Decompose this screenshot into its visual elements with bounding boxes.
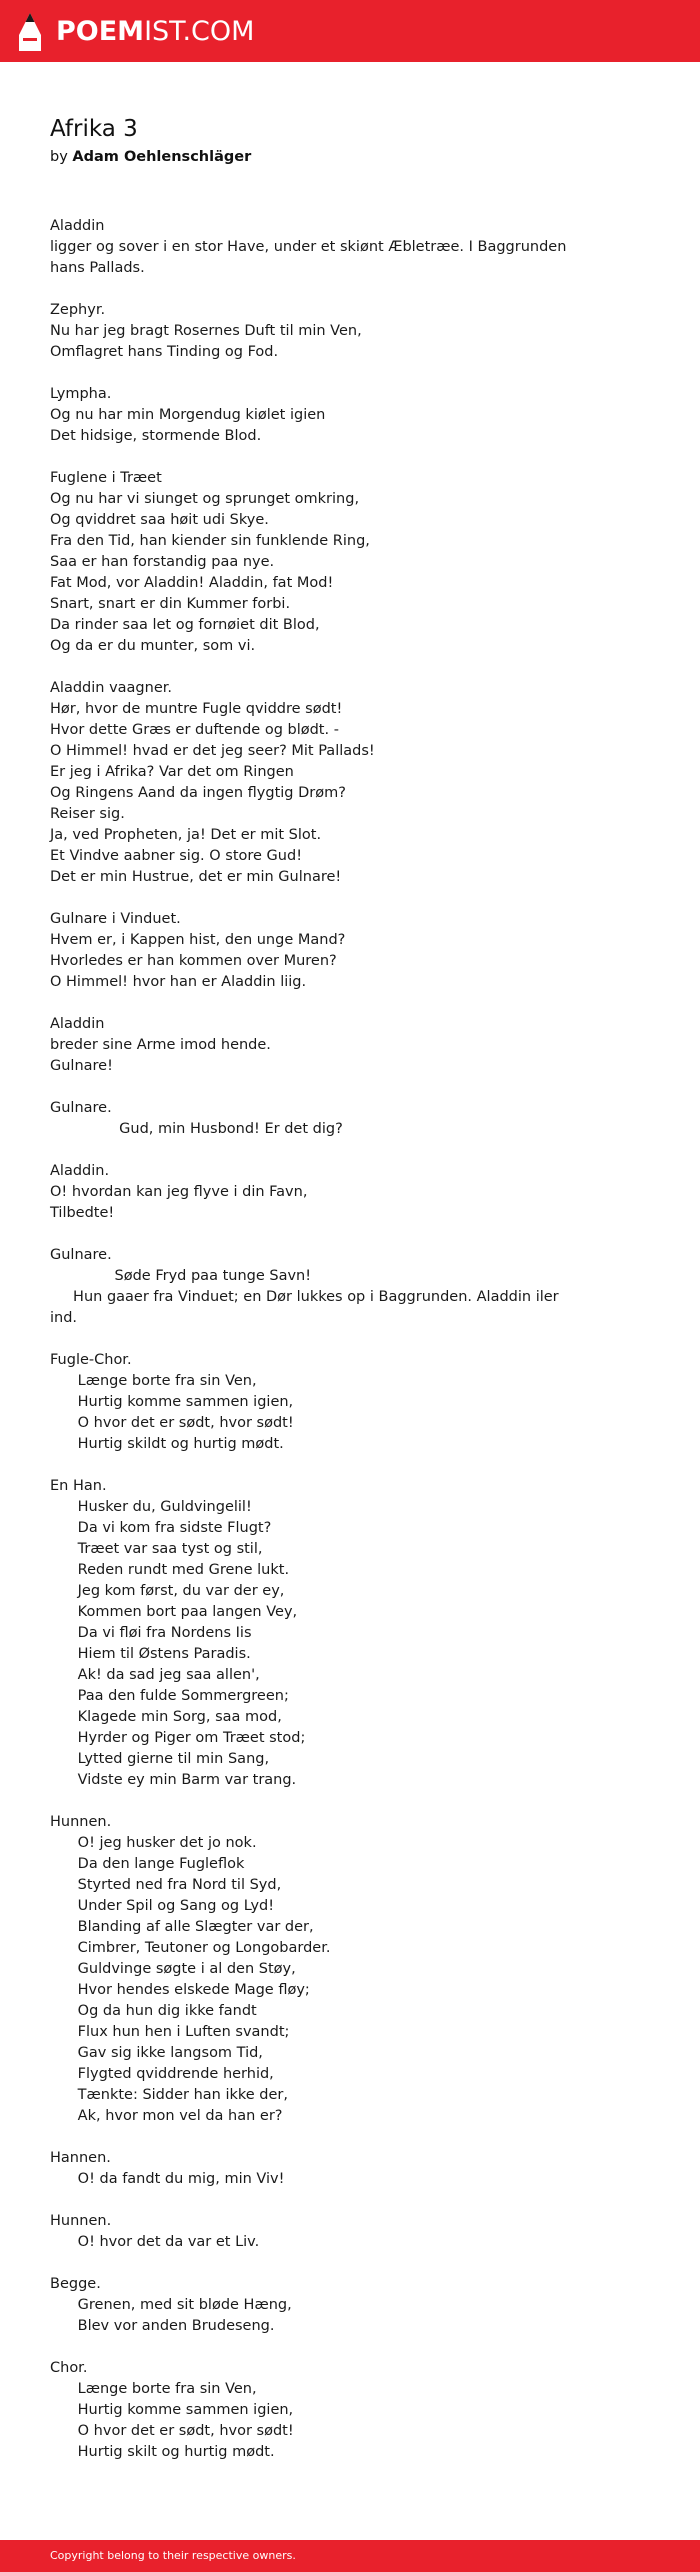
- poem-line: O hvor det er sødt, hvor sødt!: [50, 2423, 294, 2439]
- poem-line: Hun gaaer fra Vinduet; en Dør lukkes op i Baggrunden. Aladdin iler: [50, 1289, 559, 1305]
- byline-prefix: by: [50, 149, 68, 165]
- poem-line: Gulnare i Vinduet.: [50, 911, 181, 927]
- poem-stanza: [50, 1014, 650, 1077]
- poem-line: Reiser sig.: [50, 806, 125, 822]
- poem-byline: [50, 147, 650, 167]
- poem-line: Hunnen.: [50, 1814, 112, 1830]
- poem-stanza: [50, 1350, 650, 1455]
- poem-line: O hvor det er sødt, hvor sødt!: [50, 1415, 294, 1431]
- poem-stanza: [50, 1245, 650, 1329]
- poem-line: Længe borte fra sin Ven,: [50, 2381, 257, 2397]
- poem-stanza: [50, 1476, 650, 1791]
- poem-line: Hvor hendes elskede Mage fløy;: [50, 1982, 310, 1998]
- poem-line: Flux hun hen i Luften svandt;: [50, 2024, 290, 2040]
- poem-line: ligger og sover i en stor Have, under et skiønt Æbletræe. I Baggrunden: [50, 239, 567, 255]
- poem-line: Tilbedte!: [50, 1205, 115, 1221]
- poem-line: Hurtig skildt og hurtig mødt.: [50, 1436, 284, 1452]
- poem-line: Træet var saa tyst og stil,: [50, 1541, 263, 1557]
- poem-line: Grenen, med sit bløde Hæng,: [50, 2297, 292, 2313]
- site-header: [0, 0, 700, 62]
- poem-line: Hiem til Østens Paradis.: [50, 1646, 251, 1662]
- poem-line: Fugle-Chor.: [50, 1352, 132, 1368]
- poem-line: Styrted ned fra Nord til Syd,: [50, 1877, 282, 1893]
- poem-line: Aladdin: [50, 218, 105, 234]
- poem-line: Omflagret hans Tinding og Fod.: [50, 344, 279, 360]
- copyright-notice: Copyright belong to their respective owners.: [50, 2549, 296, 2562]
- poem-line: Og da hun dig ikke fandt: [50, 2003, 257, 2019]
- poem-line: Og Ringens Aand da ingen flygtig Drøm?: [50, 785, 346, 801]
- poem-line: Ja, ved Propheten, ja! Det er mit Slot.: [50, 827, 322, 843]
- poem-line: Under Spil og Sang og Lyd!: [50, 1898, 275, 1914]
- poem-line: hans Pallads.: [50, 260, 145, 276]
- pencil-icon: [18, 12, 42, 52]
- poem-line: Hvorledes er han kommen over Muren?: [50, 953, 337, 969]
- poem-line: Og nu har vi siunget og sprunget omkring,: [50, 491, 360, 507]
- poem-line: Gulnare!: [50, 1058, 113, 1074]
- poem-line: Guldvinge søgte i al den Støy,: [50, 1961, 296, 1977]
- poem-line: Hannen.: [50, 2150, 111, 2166]
- poem-line: Paa den fulde Sommergreen;: [50, 1688, 289, 1704]
- poem-line: Hurtig skilt og hurtig mødt.: [50, 2444, 275, 2460]
- poem-stanza: [50, 909, 650, 993]
- poem-line: Gav sig ikke langsom Tid,: [50, 2045, 263, 2061]
- poem-stanza: [50, 384, 650, 447]
- poem-stanza: [50, 216, 650, 279]
- poem-line: ind.: [50, 1310, 78, 1326]
- poem-line: Det hidsige, stormende Blod.: [50, 428, 262, 444]
- poem-line: Begge.: [50, 2276, 101, 2292]
- poem-line: O Himmel! hvad er det jeg seer? Mit Pallads!: [50, 743, 375, 759]
- poem-line: Fra den Tid, han kiender sin funklende Ring,: [50, 533, 370, 549]
- poem-stanza: [50, 468, 650, 657]
- poem-line: Chor.: [50, 2360, 88, 2376]
- poem-line: Blanding af alle Slægter var der,: [50, 1919, 314, 1935]
- poem-line: En Han.: [50, 1478, 107, 1494]
- poem-line: Hurtig komme sammen igien,: [50, 2402, 294, 2418]
- poem-line: Cimbrer, Teutoner og Longobarder.: [50, 1940, 331, 1956]
- poem-line: breder sine Arme imod hende.: [50, 1037, 271, 1053]
- poem-line: Gud, min Husbond! Er det dig?: [50, 1121, 343, 1137]
- poem-line: Lympha.: [50, 386, 112, 402]
- poem-line: Tænkte: Sidder han ikke der,: [50, 2087, 288, 2103]
- poem-line: Da vi fløi fra Nordens Iis: [50, 1625, 252, 1641]
- poem-line: Fuglene i Træet: [50, 470, 162, 486]
- poem-line: Ak, hvor mon vel da han er?: [50, 2108, 283, 2124]
- poem-line: O! jeg husker det jo nok.: [50, 1835, 257, 1851]
- poem-line: Nu har jeg bragt Rosernes Duft til min Ven,: [50, 323, 362, 339]
- poem-line: Snart, snart er din Kummer forbi.: [50, 596, 291, 612]
- poem-line: Hvem er, i Kappen hist, den unge Mand?: [50, 932, 346, 948]
- poem-line: Da vi kom fra sidste Flugt?: [50, 1520, 272, 1536]
- site-footer: [0, 2540, 700, 2572]
- poem-stanza: [50, 2274, 650, 2337]
- poem-line: Hurtig komme sammen igien,: [50, 1394, 294, 1410]
- poem-line: Da den lange Fugleflok: [50, 1856, 245, 1872]
- poem-line: Husker du, Guldvingelil!: [50, 1499, 252, 1515]
- poem-stanza: [50, 1161, 650, 1224]
- poem-line: Saa er han forstandig paa nye.: [50, 554, 275, 570]
- poem-stanza: [50, 678, 650, 888]
- poem-line: Zephyr.: [50, 302, 106, 318]
- logo-text-light: IST.COM: [144, 16, 255, 47]
- poem-author[interactable]: Adam Oehlenschläger: [72, 149, 252, 165]
- poem-line: Klagede min Sorg, saa mod,: [50, 1709, 282, 1725]
- poem-line: Et Vindve aabner sig. O store Gud!: [50, 848, 303, 864]
- poem-line: O! hvordan kan jeg flyve i din Favn,: [50, 1184, 308, 1200]
- poem-line: Hvor dette Græs er duftende og blødt. -: [50, 722, 339, 738]
- poem-line: Da rinder saa let og fornøiet dit Blod,: [50, 617, 320, 633]
- site-logo[interactable]: [18, 12, 254, 52]
- poem-line: O! da fandt du mig, min Viv!: [50, 2171, 285, 2187]
- poem-body: [50, 216, 650, 2463]
- poem-stanza: [50, 1812, 650, 2127]
- poem-line: O! hvor det da var et Liv.: [50, 2234, 260, 2250]
- poem-line: Gulnare.: [50, 1100, 112, 1116]
- poem-line: Ak! da sad jeg saa allen',: [50, 1667, 260, 1683]
- poem-title: Afrika 3: [50, 116, 138, 142]
- poem-stanza: [50, 2358, 650, 2463]
- poem-line: Og nu har min Morgendug kiølet igien: [50, 407, 326, 423]
- poem-line: Aladdin: [50, 1016, 105, 1032]
- poem-line: Hunnen.: [50, 2213, 112, 2229]
- poem-line: Hør, hvor de muntre Fugle qviddre sødt!: [50, 701, 343, 717]
- poem-line: Hyrder og Piger om Træet stod;: [50, 1730, 306, 1746]
- logo-text-bold: POEM: [56, 16, 145, 47]
- poem-line: Længe borte fra sin Ven,: [50, 1373, 257, 1389]
- poem-stanza: [50, 2211, 650, 2253]
- poem-line: Kommen bort paa langen Vey,: [50, 1604, 298, 1620]
- poem-line: Det er min Hustrue, det er min Gulnare!: [50, 869, 342, 885]
- logo-text: [56, 13, 254, 51]
- poem-stanza: [50, 1098, 650, 1140]
- poem-line: Fat Mod, vor Aladdin! Aladdin, fat Mod!: [50, 575, 334, 591]
- poem-stanza: [50, 2148, 650, 2190]
- poem-line: Jeg kom først, du var der ey,: [50, 1583, 285, 1599]
- poem-line: Aladdin vaagner.: [50, 680, 172, 696]
- poem-line: Og da er du munter, som vi.: [50, 638, 256, 654]
- poem-content: [50, 114, 650, 2484]
- poem-line: Blev vor anden Brudeseng.: [50, 2318, 275, 2334]
- poem-line: Flygted qviddrende herhid,: [50, 2066, 274, 2082]
- poem-line: Vidste ey min Barm var trang.: [50, 1772, 297, 1788]
- poem-line: Aladdin.: [50, 1163, 110, 1179]
- poem-line: O Himmel! hvor han er Aladdin liig.: [50, 974, 307, 990]
- poem-line: Søde Fryd paa tunge Savn!: [50, 1268, 312, 1284]
- poem-line: Er jeg i Afrika? Var det om Ringen: [50, 764, 294, 780]
- poem-line: Reden rundt med Grene lukt.: [50, 1562, 290, 1578]
- poem-stanza: [50, 300, 650, 363]
- poem-line: Og qviddret saa høit udi Skye.: [50, 512, 269, 528]
- poem-line: Gulnare.: [50, 1247, 112, 1263]
- poem-line: Lytted gierne til min Sang,: [50, 1751, 270, 1767]
